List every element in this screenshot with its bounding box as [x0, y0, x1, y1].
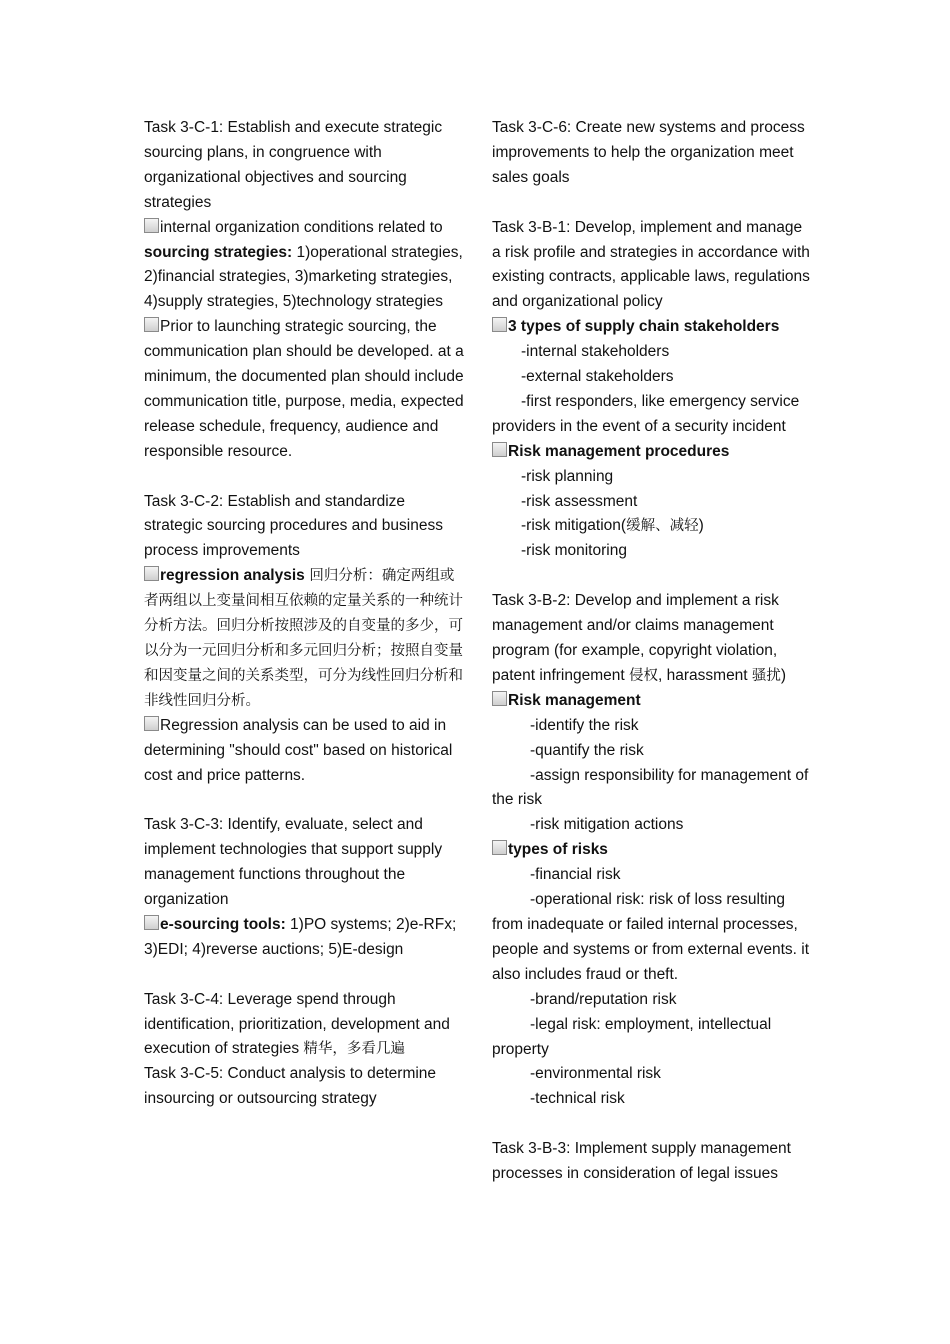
risk-type-item: -operational risk: risk of loss resulting from inadequate or failed internal processes, people and systems or from external events. it also includes fraud or theft. — [492, 891, 810, 983]
risk-management-item: -risk mitigation actions — [530, 816, 684, 834]
task-3-b-2: Task 3-B-2: Develop and implement a risk management and/or claims management program (for example, copyright violation, patent infringement 侵权, harassment 骚扰) — [492, 592, 787, 684]
checkbox-icon[interactable] — [144, 566, 159, 581]
risk-type-item: -financial risk — [530, 866, 621, 884]
regression-analysis-note: regression analysis 回归分析：确定两组或者两组以上变量间相互依赖的定量关系的一种统计分析方法。回归分析按照涉及的自变量的多少，可以分为一元回归分析和多元回归分析；按照自变量和因变量之间的关系类型，可分为线性回归分析和非线性回归分析。 — [144, 567, 463, 709]
risk-management-item: -identify the risk — [530, 716, 639, 734]
task-3-c-5: Task 3-C-5: Conduct analysis to determine insourcing or outsourcing strategy — [144, 1065, 437, 1108]
task-3-c-4: Task 3-C-4: Leverage spend through identification, prioritization, development and execution of strategies 精华，多看几遍 — [144, 990, 450, 1058]
checkbox-icon[interactable] — [144, 218, 159, 233]
stakeholder-item: -internal stakeholders — [521, 343, 670, 361]
regression-use-note: Regression analysis can be used to aid in determining "should cost" based on historical cost and price patterns. — [144, 716, 453, 784]
risk-management-item: -assign responsibility for management of the risk — [492, 766, 809, 809]
risk-procedures-heading: Risk management procedures — [492, 440, 810, 465]
communication-plan-note: Prior to launching strategic sourcing, the communication plan should be developed. at a minimum, the documented plan should include communication title, purpose, media, expected release schedule, frequency, audience and responsible resource. — [144, 318, 464, 460]
task-3-b-3: Task 3-B-3: Implement supply management processes in consideration of legal issues — [492, 1140, 791, 1183]
checkbox-icon[interactable] — [492, 840, 507, 855]
stakeholder-item: -first responders, like emergency service providers in the event of a security incident — [492, 392, 800, 435]
task-3-c-3: Task 3-C-3: Identify, evaluate, select and implement technologies that support supply management functions throughout the organization — [144, 816, 443, 909]
stakeholder-item: -external stakeholders — [521, 368, 674, 386]
task-3-c-2: Task 3-C-2: Establish and standardize strategic sourcing procedures and business process improvements — [144, 492, 443, 560]
risk-type-item: -legal risk: employment, intellectual property — [492, 1015, 772, 1058]
checkbox-icon[interactable] — [492, 442, 507, 457]
task-3-c-1: Task 3-C-1: Establish and execute strategic sourcing plans, in congruence with organizational objectives and sourcing strategies — [144, 119, 443, 211]
checkbox-icon[interactable] — [144, 716, 159, 731]
risk-management-heading: Risk management — [492, 689, 810, 714]
procedure-item: -risk mitigation(缓解、减轻) — [521, 517, 704, 535]
procedure-item: -risk planning — [521, 467, 614, 485]
procedure-item: -risk monitoring — [521, 542, 627, 560]
risk-type-item: -brand/reputation risk — [530, 990, 677, 1008]
e-sourcing-note: e-sourcing tools: 1)PO systems; 2)e-RFx; 3)EDI; 4)reverse auctions; 5)E-design — [144, 915, 457, 958]
procedure-item: -risk assessment — [521, 492, 638, 510]
checkbox-icon[interactable] — [492, 691, 507, 706]
checkbox-icon[interactable] — [492, 317, 507, 332]
types-of-risks-heading: types of risks — [492, 838, 810, 863]
risk-type-item: -environmental risk — [530, 1065, 661, 1083]
task-3-b-1: Task 3-B-1: Develop, implement and manage a risk profile and strategies in accordance with existing contracts, applicable laws, regulations and organizational policy — [492, 218, 810, 311]
right-column — [492, 116, 810, 1187]
risk-management-item: -quantify the risk — [530, 741, 644, 759]
checkbox-icon[interactable] — [144, 317, 159, 332]
stakeholders-heading: 3 types of supply chain stakeholders — [492, 315, 810, 340]
risk-type-item: -technical risk — [530, 1090, 625, 1108]
left-column — [144, 116, 464, 1112]
internal-conditions-note: internal organization conditions related to sourcing strategies: 1)operational strategies, 2)financial strategies, 3)marketing strategies, 4)supply strategies, 5)technology strategies — [144, 218, 463, 311]
task-3-c-6: Task 3-C-6: Create new systems and process improvements to help the organization meet sales goals — [492, 119, 805, 186]
checkbox-icon[interactable] — [144, 915, 159, 930]
